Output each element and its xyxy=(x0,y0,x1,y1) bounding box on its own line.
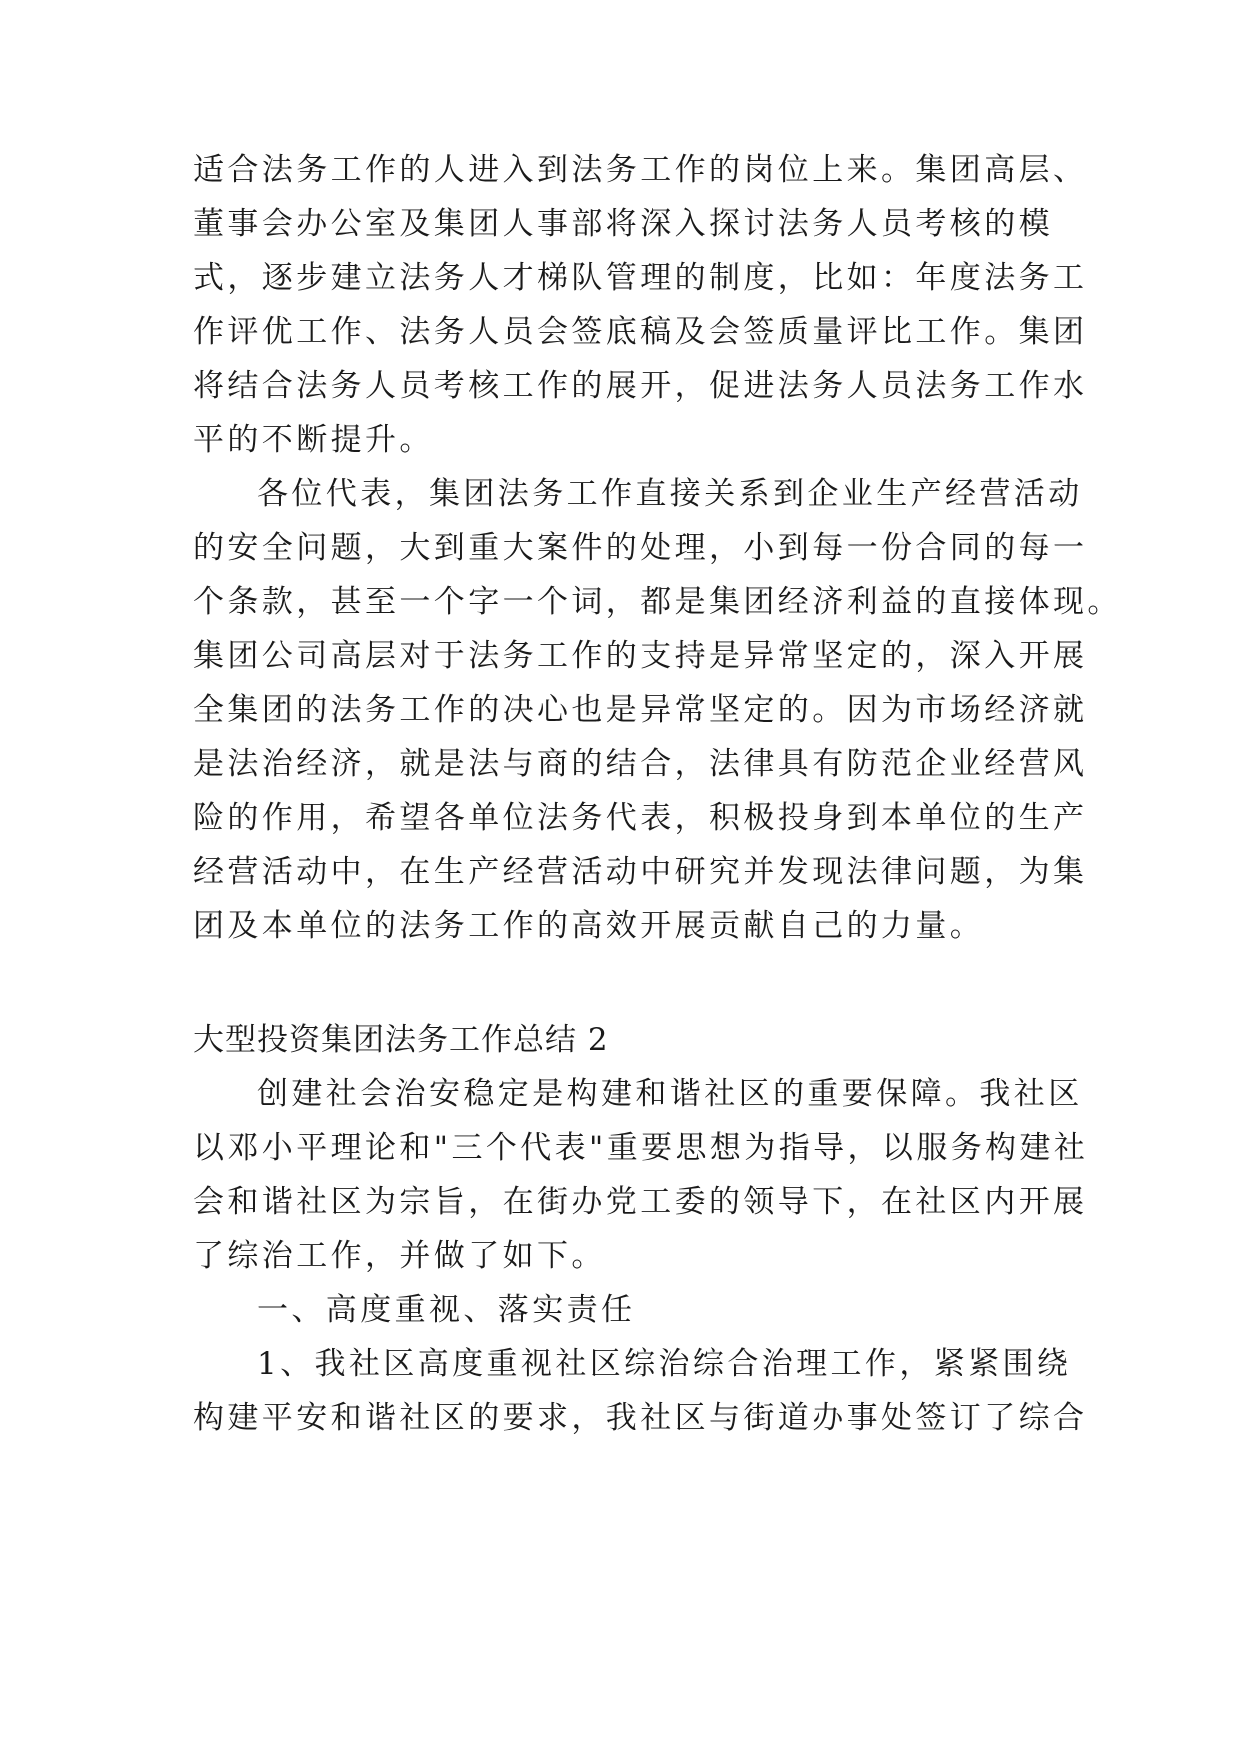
paragraph-line: 式，逐步建立法务人才梯队管理的制度，比如：年度法务工 xyxy=(193,260,1088,296)
paragraph-line: 平的不断提升。 xyxy=(193,422,434,458)
paragraph-line: 1、我社区高度重视社区综治综合治理工作，紧紧围绕 xyxy=(257,1346,1072,1382)
paragraph-line: 适合法务工作的人进入到法务工作的岗位上来。集团高层、 xyxy=(193,152,1088,188)
paragraph-line: 了综治工作，并做了如下。 xyxy=(193,1238,606,1274)
paragraph-line: 将结合法务人员考核工作的展开，促进法务人员法务工作水 xyxy=(193,368,1088,404)
paragraph-line: 以邓小平理论和"三个代表"重要思想为指导，以服务构建社 xyxy=(193,1130,1089,1166)
section-title: 大型投资集团法务工作总结 2 xyxy=(193,1022,609,1058)
paragraph-line: 作评优工作、法务人员会签底稿及会签质量评比工作。集团 xyxy=(193,314,1088,350)
paragraph-line: 会和谐社区为宗旨，在街办党工委的领导下，在社区内开展 xyxy=(193,1184,1088,1220)
paragraph-line: 构建平安和谐社区的要求，我社区与街道办事处签订了综合 xyxy=(193,1400,1088,1436)
paragraph-line: 经营活动中，在生产经营活动中研究并发现法律问题，为集 xyxy=(193,854,1088,890)
paragraph-line: 各位代表，集团法务工作直接关系到企业生产经营活动 xyxy=(257,476,1083,512)
paragraph-line: 集团公司高层对于法务工作的支持是异常坚定的，深入开展 xyxy=(193,638,1088,674)
subheading: 一、高度重视、落实责任 xyxy=(257,1292,636,1328)
paragraph-line: 团及本单位的法务工作的高效开展贡献自己的力量。 xyxy=(193,908,985,944)
paragraph-line: 险的作用，希望各单位法务代表，积极投身到本单位的生产 xyxy=(193,800,1088,836)
paragraph-line: 董事会办公室及集团人事部将深入探讨法务人员考核的模 xyxy=(193,206,1053,242)
paragraph-line: 个条款，甚至一个字一个词，都是集团经济利益的直接体现。 xyxy=(193,584,1122,620)
paragraph-line: 的安全问题，大到重大案件的处理，小到每一份合同的每一 xyxy=(193,530,1088,566)
paragraph-line: 是法治经济，就是法与商的结合，法律具有防范企业经营风 xyxy=(193,746,1088,782)
paragraph-line: 全集团的法务工作的决心也是异常坚定的。因为市场经济就 xyxy=(193,692,1088,728)
paragraph-line: 创建社会治安稳定是构建和谐社区的重要保障。我社区 xyxy=(257,1076,1083,1112)
